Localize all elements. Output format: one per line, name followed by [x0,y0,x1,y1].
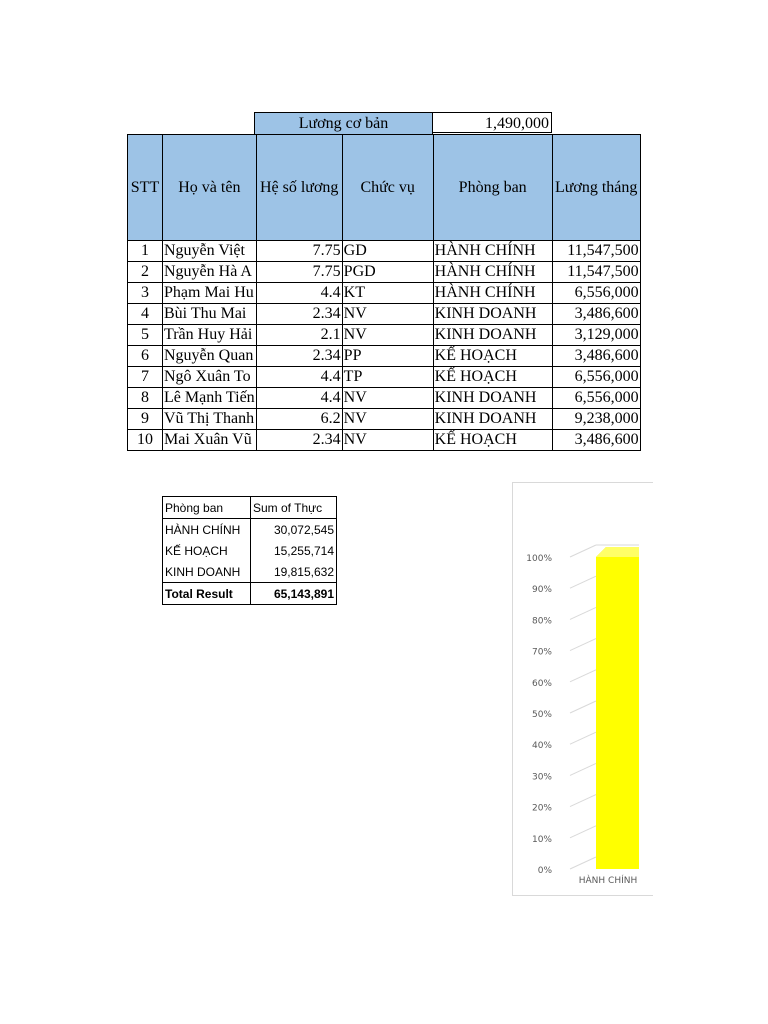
cell-stt[interactable]: 3 [128,283,163,304]
pivot-sum[interactable]: 19,815,632 [251,561,337,583]
y-tick-label: 40% [531,741,552,752]
cell-coefficient[interactable]: 2.34 [256,346,342,367]
cell-name[interactable]: Ngô Xuân To [163,367,257,388]
table-row [128,262,641,283]
cell-coefficient[interactable]: 2.34 [256,430,342,451]
table-row [128,388,641,409]
table-row [128,430,641,451]
cell-position[interactable]: NV [342,388,433,409]
cell-stt[interactable]: 8 [128,388,163,409]
pivot-total-value[interactable]: 65,143,891 [251,583,337,605]
gridline-depth [570,639,596,651]
gridline-depth [570,576,596,588]
cell-department[interactable]: KẾ HOẠCH [433,367,552,388]
cell-position[interactable]: PP [342,346,433,367]
table-row [128,325,641,346]
gridline-depth [570,545,596,557]
base-salary-value[interactable]: 1,490,000 [432,112,552,133]
cell-department[interactable]: KINH DOANH [433,388,552,409]
table-row [128,241,641,262]
cell-name[interactable]: Nguyễn Việt [163,241,257,262]
cell-coefficient[interactable]: 2.1 [256,325,342,346]
gridline-depth [570,670,596,682]
cell-stt[interactable]: 6 [128,346,163,367]
table-row [128,283,641,304]
cell-department[interactable]: KẾ HOẠCH [433,430,552,451]
y-tick-label: 70% [531,647,552,658]
table-row [128,304,641,325]
cell-department[interactable]: KINH DOANH [433,325,552,346]
pivot-sum[interactable]: 15,255,714 [251,540,337,561]
pivot-header [163,497,337,519]
gridline-depth [570,763,596,775]
cell-stt[interactable]: 4 [128,304,163,325]
cell-name[interactable]: Vũ Thị Thanh [163,409,257,430]
cell-coefficient[interactable]: 6.2 [256,409,342,430]
cell-stt[interactable]: 1 [128,241,163,262]
cell-monthly-salary[interactable]: 3,486,600 [552,304,640,325]
cell-position[interactable]: NV [342,409,433,430]
header-department[interactable]: Phòng ban [433,135,552,241]
cell-monthly-salary[interactable]: 3,486,600 [552,346,640,367]
chart-area [512,482,639,896]
cell-position[interactable]: PGD [342,262,433,283]
pivot-total-label[interactable]: Total Result [163,583,251,605]
cell-coefficient[interactable]: 7.75 [256,241,342,262]
cell-monthly-salary[interactable]: 11,547,500 [552,241,640,262]
cell-stt[interactable]: 9 [128,409,163,430]
cell-position[interactable]: TP [342,367,433,388]
bar-hành-chính[interactable] [596,547,639,869]
header-name[interactable]: Họ và tên [163,135,257,241]
cell-coefficient[interactable]: 4.4 [256,367,342,388]
cell-department[interactable]: KINH DOANH [433,304,552,325]
salary-table [127,134,641,451]
cell-name[interactable]: Phạm Mai Hu [163,283,257,304]
table-row [128,346,641,367]
pivot-table [162,496,337,605]
cell-stt[interactable]: 10 [128,430,163,451]
gridline-depth [570,795,596,807]
cell-position[interactable]: NV [342,325,433,346]
y-tick-label: 20% [531,803,552,814]
gridline-depth [570,857,596,869]
pivot-department[interactable]: HÀNH CHÍNH [165,522,241,537]
pivot-row [163,540,337,561]
pivot-header-sum[interactable]: Sum of Thực [251,497,337,519]
gridline-depth [570,732,596,744]
cell-name[interactable]: Nguyễn Hà A [163,262,257,283]
bar-front [596,557,639,869]
header-position[interactable]: Chức vụ [342,135,433,241]
cell-monthly-salary[interactable]: 6,556,000 [552,388,640,409]
gridline-depth [570,701,596,713]
y-tick-label: 90% [531,585,552,596]
salary-table-header [128,135,641,241]
y-tick-label: 30% [531,772,552,783]
y-tick-label: 60% [531,678,552,689]
pivot-row [163,519,337,541]
cell-position[interactable]: NV [342,304,433,325]
cell-monthly-salary[interactable]: 6,556,000 [552,367,640,388]
cell-coefficient[interactable]: 4.4 [256,283,342,304]
y-tick-label: 10% [531,834,552,845]
gridline-depth [570,607,596,619]
cell-monthly-salary[interactable]: 3,486,600 [552,430,640,451]
cell-coefficient[interactable]: 7.75 [256,262,342,283]
cell-position[interactable]: NV [342,430,433,451]
table-row [128,409,641,430]
cell-monthly-salary[interactable]: 11,547,500 [552,262,640,283]
cell-coefficient[interactable]: 4.4 [256,388,342,409]
pivot-sum[interactable]: 30,072,545 [251,519,337,541]
header-coefficient[interactable]: Hệ số lương [256,135,342,241]
cell-department[interactable]: HÀNH CHÍNH [433,283,552,304]
cell-name[interactable]: Nguyễn Quan [163,346,257,367]
cell-department[interactable]: HÀNH CHÍNH [433,262,552,283]
cell-monthly-salary[interactable]: 9,238,000 [552,409,640,430]
cell-name[interactable]: Mai Xuân Vũ [163,430,257,451]
pivot-department[interactable]: KINH DOANH [165,564,241,579]
cell-department[interactable]: HÀNH CHÍNH [433,241,552,262]
cell-name[interactable]: Bùi Thu Mai [163,304,257,325]
y-tick-label: 50% [531,710,552,720]
gridline-depth [570,826,596,838]
cell-name[interactable]: Lê Mạnh Tiến [163,388,257,409]
x-category-label: HÀNH CHÍNH [578,876,638,886]
y-tick-label: 0% [537,866,552,876]
cell-position[interactable]: GD [342,241,433,262]
cell-monthly-salary[interactable]: 6,556,000 [552,283,640,304]
table-row [128,367,641,388]
header-stt[interactable]: STT [128,135,163,241]
cell-stt[interactable]: 7 [128,367,163,388]
cell-coefficient[interactable]: 2.34 [256,304,342,325]
cell-monthly-salary[interactable]: 3,129,000 [552,325,640,346]
pivot-header-department[interactable]: Phòng ban [163,497,251,519]
pivot-department[interactable]: KẾ HOẠCH [165,543,228,558]
pivot-total-row [163,583,337,605]
bar-chart [512,482,639,896]
header-monthly-salary[interactable]: Lương tháng [552,135,640,241]
base-salary-label[interactable]: Lương cơ bản [254,112,433,135]
cell-position[interactable]: KT [342,283,433,304]
bar-top [596,547,639,557]
cell-department[interactable]: KINH DOANH [433,409,552,430]
y-tick-label: 80% [531,616,552,627]
cell-stt[interactable]: 5 [128,325,163,346]
cell-department[interactable]: KẾ HOẠCH [433,346,552,367]
y-tick-label: 100% [526,554,552,564]
cell-stt[interactable]: 2 [128,262,163,283]
cell-name[interactable]: Trần Huy Hải [163,325,257,346]
pivot-row [163,561,337,583]
